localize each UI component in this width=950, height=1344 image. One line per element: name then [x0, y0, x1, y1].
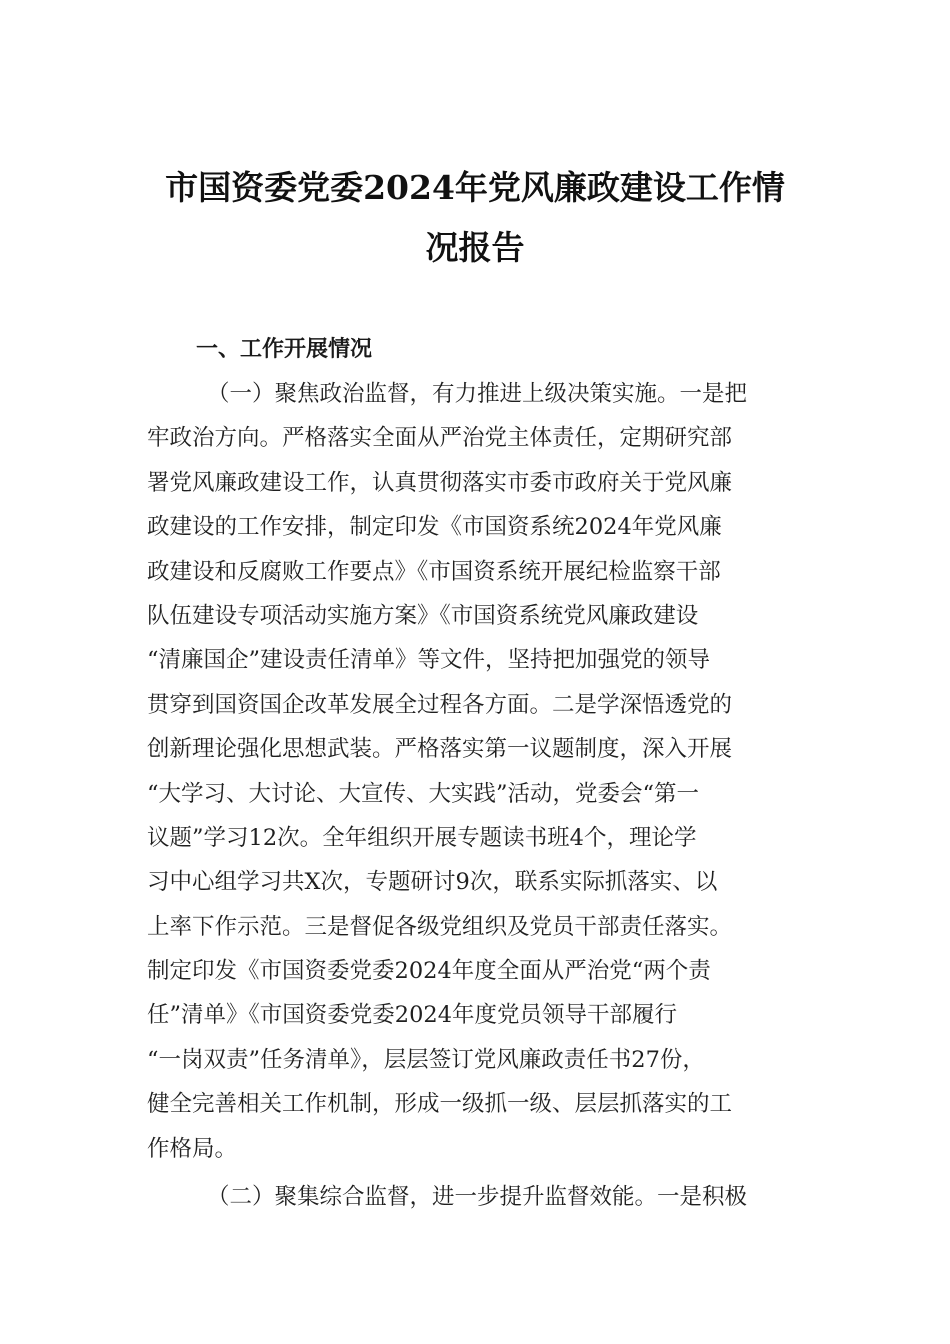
paragraph-2 — [147, 1175, 827, 1219]
paragraph-line: “清廉国企”建设责任清单》等文件，坚持把加强党的领导 — [147, 647, 711, 674]
paragraph-line: 上率下作示范。三是督促各级党组织及党员干部责任落实。 — [147, 913, 733, 940]
paragraph-line: 制定印发《市国资委党委2024年度全面从严治党“两个责 — [147, 958, 711, 985]
paragraph-1 — [147, 372, 827, 1171]
paragraph-line: 牢政治方向。严格落实全面从严治党主体责任，定期研究部 — [147, 425, 733, 452]
paragraph-line: “一岗双责”任务清单》，层层签订党风廉政责任书27份， — [147, 1046, 705, 1073]
title-line: 况报告 — [425, 228, 525, 267]
paragraph-line: “大学习、大讨论、大宣传、大实践”活动，党委会“第一 — [147, 780, 700, 807]
title-line: 市国资委党委2024年党风廉政建设工作情 — [165, 168, 785, 207]
document-title — [140, 158, 810, 278]
paragraph-line: 政建设和反腐败工作要点》《市国资系统开展纪检监察干部 — [147, 558, 721, 585]
paragraph-line: 议题”学习12次。全年组织开展专题读书班4个，理论学 — [147, 824, 697, 851]
paragraph-line: 作格局。 — [147, 1135, 238, 1162]
paragraph-line: 习中心组学习共X次，专题研讨9次，联系实际抓落实、以 — [147, 869, 718, 896]
paragraph-line: 贯穿到国资国企改革发展全过程各方面。二是学深悟透党的 — [147, 691, 733, 718]
paragraph-line: （二）聚集综合监督，进一步提升监督效能。一是积极 — [207, 1184, 748, 1210]
section-heading: 一、工作开展情况 — [196, 337, 373, 362]
paragraph-line: 政建设的工作安排，制定印发《市国资系统2024年党风廉 — [147, 514, 722, 541]
paragraph-line: 创新理论强化思想武装。严格落实第一议题制度，深入开展 — [147, 736, 733, 763]
paragraph-line: （一）聚焦政治监督，有力推进上级决策实施。一是把 — [207, 381, 748, 407]
paragraph-line: 健全完善相关工作机制，形成一级抓一级、层层抓落实的工 — [147, 1091, 733, 1118]
paragraph-line: 队伍建设专项活动实施方案》《市国资系统党风廉政建设 — [147, 602, 699, 629]
paragraph-line: 署党风廉政建设工作，认真贯彻落实市委市政府关于党风廉 — [147, 469, 733, 496]
paragraph-line: 任”清单》《市国资委党委2024年度党员领导干部履行 — [147, 1002, 678, 1029]
